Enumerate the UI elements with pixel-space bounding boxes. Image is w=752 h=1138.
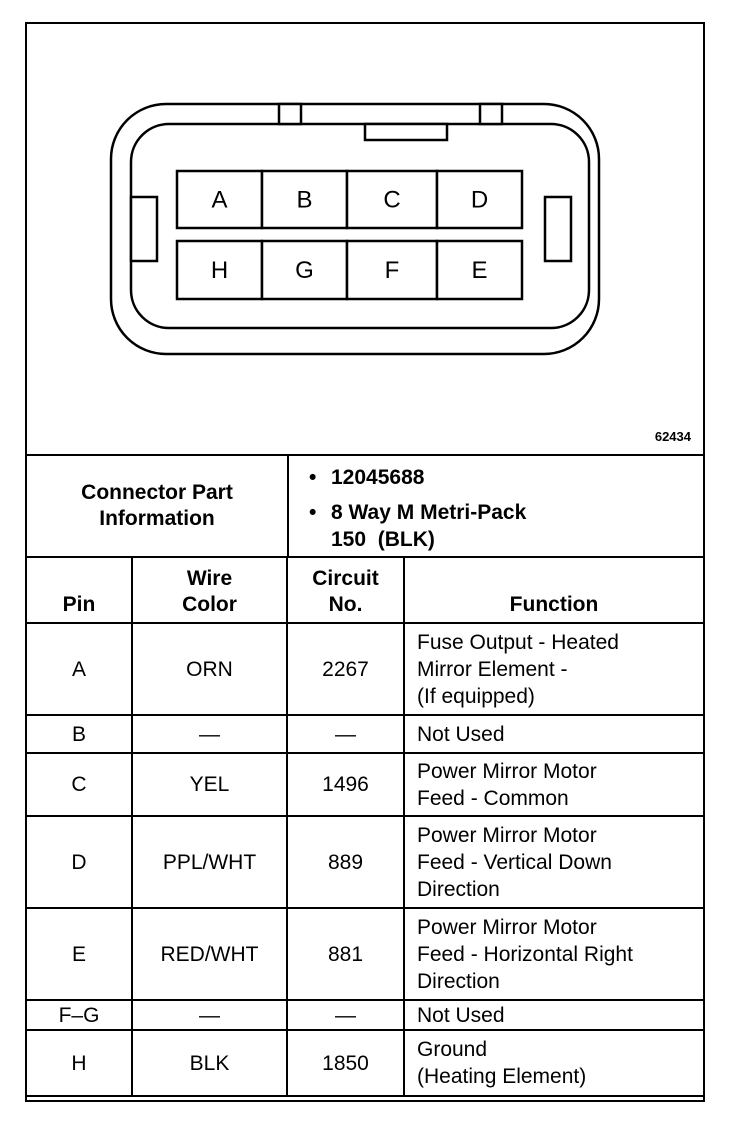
- side-ear-left: [131, 197, 157, 261]
- function-cell: [404, 623, 703, 715]
- function-line: Feed - Common: [417, 786, 569, 810]
- part-description-line1: 8 Way M Metri-Pack: [331, 501, 527, 524]
- table-row: [27, 1000, 703, 1030]
- function-cell: [404, 816, 703, 908]
- part-number: 12045688: [331, 466, 425, 489]
- function-line: Fuse Output - Heated: [417, 630, 619, 654]
- wire-color-cell: RED/WHT: [132, 908, 287, 1000]
- header-wire-color: Wire Color: [132, 558, 287, 623]
- pin-label-e: E: [471, 257, 488, 284]
- pin-cell: D: [27, 816, 132, 908]
- table-row: [27, 816, 703, 908]
- pin-cell: A: [27, 623, 132, 715]
- connector-sheet: [25, 22, 705, 1102]
- pin-cell: E: [27, 908, 132, 1000]
- function-cell: [404, 753, 703, 816]
- function-cell: [404, 1030, 703, 1096]
- pin-label-f: F: [384, 257, 400, 284]
- part-info-values: [307, 464, 697, 553]
- bullet-mark: •: [309, 466, 317, 489]
- table-row: [27, 623, 703, 715]
- connector-diagram: [27, 24, 703, 456]
- function-line: Power Mirror Motor: [417, 823, 597, 847]
- function-line: Power Mirror Motor: [417, 759, 597, 783]
- pin-label-g: G: [295, 257, 314, 284]
- pin-label-b: B: [296, 186, 313, 214]
- table-header-row: [27, 558, 703, 623]
- function-line: Not Used: [417, 1003, 505, 1027]
- pin-label-c: C: [383, 186, 401, 214]
- circuit-cell: 881: [287, 908, 404, 1000]
- circuit-cell: —: [287, 715, 404, 753]
- circuit-cell: 2267: [287, 623, 404, 715]
- function-line: Power Mirror Motor: [417, 915, 597, 939]
- circuit-cell: —: [287, 1000, 404, 1030]
- function-line: Feed - Horizontal Right: [417, 942, 633, 966]
- pin-cell: C: [27, 753, 132, 816]
- latch-tab-right: [480, 104, 502, 124]
- wire-color-cell: ORN: [132, 623, 287, 715]
- wire-color-cell: YEL: [132, 753, 287, 816]
- function-line: Ground: [417, 1038, 488, 1061]
- connector-face-drawing: [27, 24, 703, 454]
- key-notch: [365, 124, 447, 140]
- table-row: [27, 715, 703, 753]
- function-line: Not Used: [417, 722, 505, 746]
- function-cell: [404, 715, 703, 753]
- latch-tab-left: [279, 104, 301, 124]
- table-row: [27, 908, 703, 1000]
- pin-label-d: D: [470, 186, 489, 214]
- part-info-label: Connector Part Information: [81, 481, 233, 530]
- part-info-label-cell: [27, 456, 289, 556]
- wire-color-cell: BLK: [132, 1030, 287, 1096]
- header-function: Function: [404, 558, 703, 623]
- circuit-cell: 1496: [287, 753, 404, 816]
- function-line: Direction: [417, 877, 500, 901]
- function-line: Feed - Vertical Down: [417, 850, 612, 874]
- function-line: (If equipped): [417, 684, 535, 708]
- function-line: Mirror Element -: [417, 657, 568, 681]
- pin-table: [27, 558, 703, 1097]
- function-cell: [404, 1000, 703, 1030]
- header-pin: Pin: [27, 558, 132, 623]
- part-description-line2: 150 (BLK): [331, 528, 435, 551]
- part-number-row: [307, 464, 697, 491]
- pin-cell: F–G: [27, 1000, 132, 1030]
- pin-cell-grid: [177, 171, 522, 299]
- wire-color-cell: —: [132, 1000, 287, 1030]
- part-description-row: [307, 499, 697, 553]
- pin-cell: B: [27, 715, 132, 753]
- wire-color-cell: —: [132, 715, 287, 753]
- side-ear-right: [545, 197, 571, 261]
- function-line: Direction: [417, 969, 500, 993]
- table-row: [27, 1030, 703, 1096]
- circuit-cell: 1850: [287, 1030, 404, 1096]
- circuit-cell: 889: [287, 816, 404, 908]
- connector-part-information: [27, 456, 703, 558]
- pin-label-h: H: [210, 257, 229, 284]
- table-row: [27, 753, 703, 816]
- wire-color-cell: PPL/WHT: [132, 816, 287, 908]
- bullet-mark: •: [309, 501, 317, 524]
- figure-number: 62434: [654, 429, 691, 444]
- pin-label-a: A: [211, 186, 228, 214]
- header-circuit-no: Circuit No.: [287, 558, 404, 623]
- pin-cell: H: [27, 1030, 132, 1096]
- function-line: (Heating Element): [417, 1065, 587, 1088]
- function-cell: [404, 908, 703, 1000]
